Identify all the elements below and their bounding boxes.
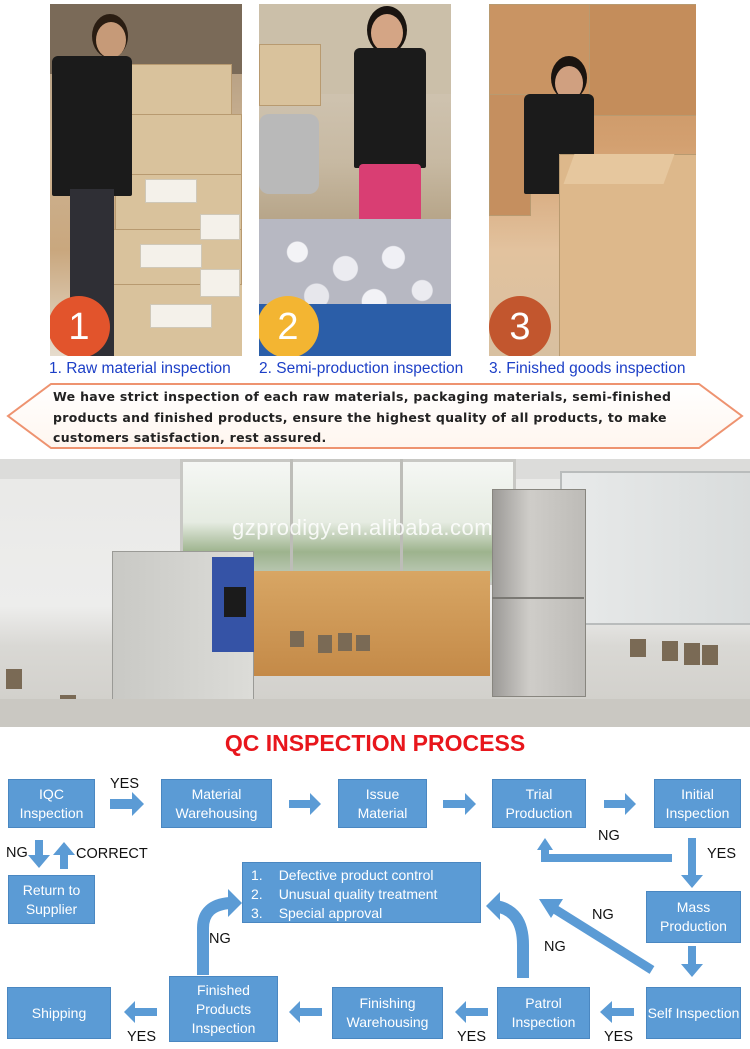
node-shipping: Shipping [7, 987, 111, 1039]
node-patrol-inspection: Patrol Inspection [497, 987, 590, 1039]
label-ng: NG [209, 931, 231, 947]
step-3-label: 3. Finished goods inspection [489, 360, 686, 377]
label-yes: YES [707, 846, 737, 862]
semi-production-photo [259, 4, 451, 356]
label-ng: NG [598, 828, 620, 844]
node-iqc-inspection: IQC Inspection [8, 779, 95, 828]
node-issue-material: Issue Material [338, 779, 427, 828]
node-finished-products-inspection: Finished Products Inspection [169, 976, 278, 1042]
raw-material-photo [50, 4, 242, 356]
label-yes: YES [604, 1029, 634, 1045]
step-2-label: 2. Semi-production inspection [259, 360, 464, 377]
arrow-right-icon [110, 792, 144, 816]
step-1-label: 1. Raw material inspection [49, 360, 231, 377]
arrow-left-icon [289, 1001, 322, 1023]
arrow-up-icon [537, 838, 553, 850]
arrow-left-icon [124, 1001, 157, 1023]
node-initial-inspection: Initial Inspection [654, 779, 741, 828]
node-finishing-warehousing: Finishing Warehousing [332, 987, 443, 1039]
node-quality-control-list: 1. Defective product control 2. Unusual quality treatment 3. Special approval [242, 862, 481, 923]
finished-goods-photo [489, 4, 696, 356]
label-yes: YES [110, 776, 140, 792]
arrow-right-icon [443, 793, 476, 815]
step-2-badge: 2 [259, 296, 319, 356]
node-trial-production: Trial Production [492, 779, 586, 828]
arrow-down-icon [681, 838, 703, 888]
step-1-badge: 1 [50, 296, 110, 356]
arrow-left-icon [600, 1001, 634, 1023]
node-return-to-supplier: Return to Supplier [8, 875, 95, 924]
label-ng: NG [6, 845, 28, 861]
label-yes: YES [457, 1029, 487, 1045]
label-correct: CORRECT [76, 846, 148, 862]
arrow-curve-icon [228, 889, 242, 917]
flowchart-title: QC INSPECTION PROCESS [224, 730, 526, 756]
watermark: gzprodigy.en.alibaba.com [232, 515, 494, 540]
step-3-badge: 3 [489, 296, 551, 356]
arrow-right-icon [289, 793, 321, 815]
node-mass-production: Mass Production [646, 891, 741, 943]
label-ng: NG [544, 939, 566, 955]
arrow-right-icon [604, 793, 636, 815]
arrow-down-icon [681, 946, 703, 977]
node-material-warehousing: Material Warehousing [161, 779, 272, 828]
arrow-up-icon [53, 842, 75, 869]
node-self-inspection: Self Inspection [646, 987, 741, 1039]
arrow-down-icon [28, 840, 50, 868]
label-ng: NG [592, 907, 614, 923]
qc-lab-photo [0, 459, 750, 727]
arrow-curve-icon [486, 892, 500, 920]
banner-text: We have strict inspection of each raw materials, packaging materials, semi-finished products and finished products, ensure the highest quality of all products, to make customers satisfaction, rest assured. [53, 389, 672, 445]
arrow-left-icon [455, 1001, 488, 1023]
label-yes: YES [127, 1029, 157, 1045]
